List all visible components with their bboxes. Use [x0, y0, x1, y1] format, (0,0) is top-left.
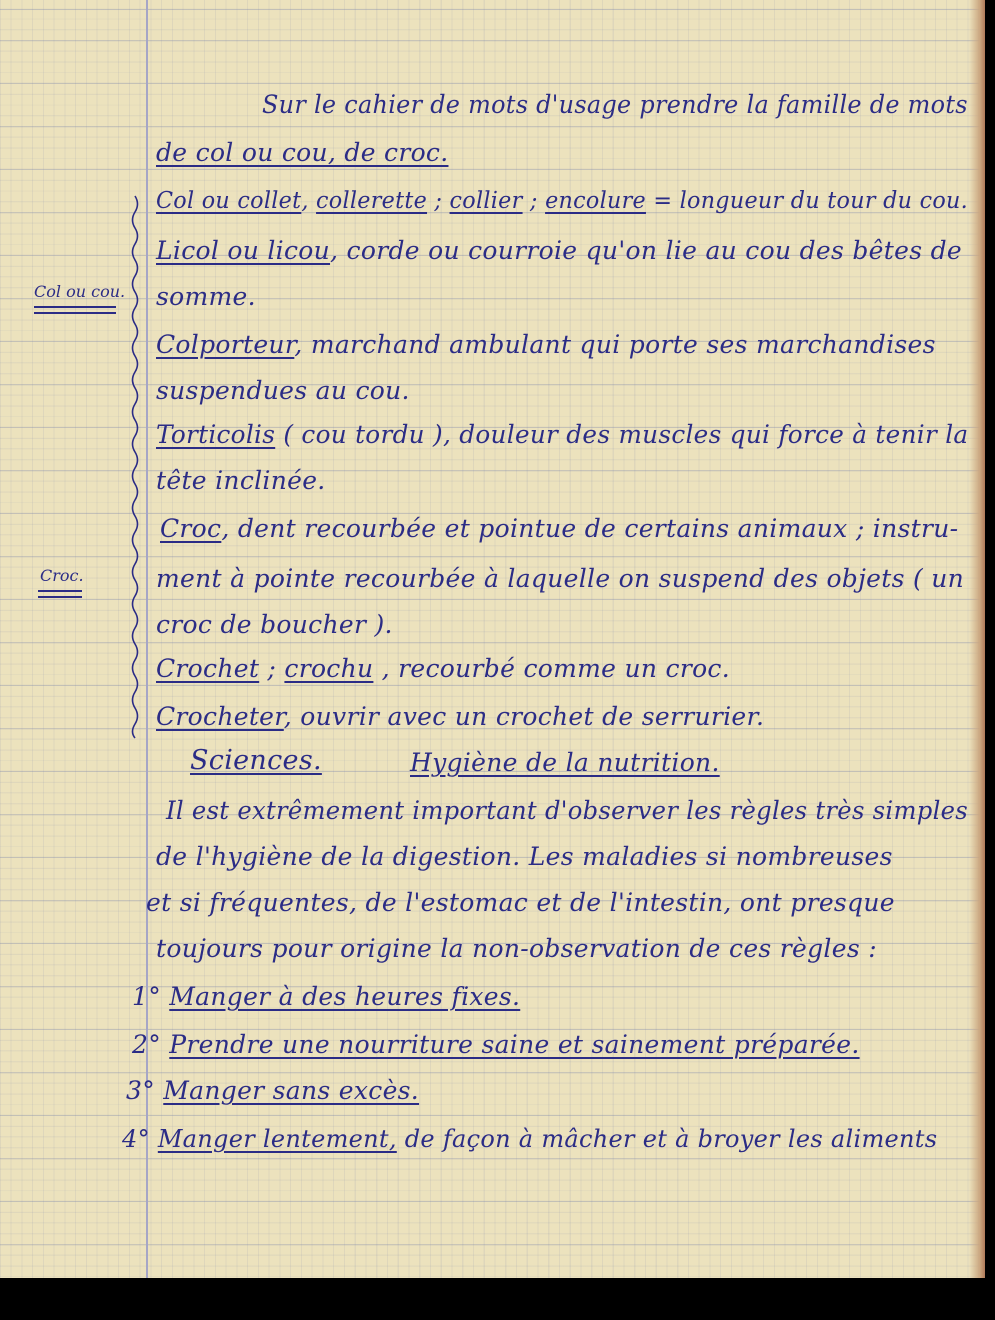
definition: croc de boucher ). [156, 610, 393, 639]
sciences-heading: Sciences. [190, 745, 322, 776]
paragraph-line-4: toujours pour origine la non-observation de ces règles : [156, 934, 877, 963]
term-licol: Licol ou licou [156, 236, 331, 265]
term-crocheter: Crocheter [156, 702, 284, 731]
definition: ment à pointe recourbée à laquelle on suspend des objets ( un [156, 564, 965, 593]
term-crochet: Crochet [156, 654, 260, 683]
entry-crocheter [156, 702, 764, 732]
term-col-collet: Col ou collet [156, 188, 302, 214]
rule-number: 3° [126, 1076, 156, 1105]
term-collerette: collerette [316, 188, 428, 214]
definition: suspendues au cou. [156, 376, 410, 405]
separator: ; [427, 188, 450, 214]
separator: , [301, 188, 317, 214]
paragraph-line-2: de l'hygiène de la digestion. Les maladies si nombreuses [156, 842, 893, 871]
entry-licol [156, 236, 962, 266]
definition: , dent recourbée et pointue de certains animaux ; instru- [221, 514, 959, 543]
rule-number: 1° [132, 982, 162, 1011]
rule-text: Manger sans excès. [163, 1076, 420, 1105]
term-colporteur: Colporteur [156, 330, 295, 359]
rule-number: 2° [132, 1030, 162, 1059]
margin-note-croc-rule [38, 590, 82, 592]
definition: , recourbé comme un croc. [373, 654, 730, 683]
definition: tête inclinée. [156, 466, 326, 495]
paragraph-line-1: Il est extrêmement important d'observer les règles très simples [166, 796, 969, 825]
scan-border [0, 1278, 995, 1320]
margin-brace [124, 192, 146, 742]
entry-colporteur-cont [156, 376, 410, 406]
rule-3 [126, 1076, 419, 1106]
entry-torticolis [156, 420, 968, 450]
term-collier: collier [449, 188, 523, 214]
margin-note-croc: Croc. [40, 566, 84, 585]
term-croc: Croc [160, 514, 222, 543]
rule-text: Manger lentement, [157, 1125, 397, 1153]
entry-torticolis-cont [156, 466, 326, 496]
separator: ; [259, 654, 285, 683]
entry-croc-cont-1 [156, 564, 964, 594]
rule-4 [122, 1124, 937, 1154]
margin-note-croc-rule-2 [38, 596, 82, 598]
term-torticolis: Torticolis [156, 420, 276, 449]
definition: = longueur du tour du cou. [645, 188, 969, 214]
rule-1 [132, 982, 520, 1012]
definition: ( cou tordu ), douleur des muscles qui force à tenir la [275, 420, 969, 449]
margin-note-col-rule [34, 306, 116, 308]
entry-colporteur [156, 330, 936, 360]
definition: somme. [156, 282, 256, 311]
margin-note-col: Col ou cou. [34, 282, 126, 301]
rule-number: 4° [122, 1125, 150, 1153]
entry-croc [160, 514, 958, 544]
rule-text: Prendre une nourriture saine et sainement préparée. [169, 1030, 860, 1059]
rule-2 [132, 1030, 860, 1060]
term-encolure: encolure [545, 188, 646, 214]
rule-text-cont: de façon à mâcher et à broyer les aliments [396, 1125, 938, 1153]
entry-crochet [156, 654, 730, 684]
definition: , ouvrir avec un crochet de serrurier. [283, 702, 765, 731]
term-crochu: crochu [284, 654, 374, 683]
definition: , marchand ambulant qui porte ses marchandises [294, 330, 936, 359]
intro-line-1: Sur le cahier de mots d'usage prendre la famille de mots [262, 90, 968, 119]
paragraph-line-3: et si fréquentes, de l'estomac et de l'intestin, ont presque [146, 888, 895, 917]
separator: ; [522, 188, 546, 214]
margin-note-col-rule-2 [34, 312, 116, 314]
entry-licol-cont [156, 282, 256, 312]
definition: , corde ou courroie qu'on lie au cou des bêtes de [330, 236, 962, 265]
intro-line-2: de col ou cou, de croc. [156, 138, 449, 167]
sciences-subheading: Hygiène de la nutrition. [410, 748, 720, 777]
rule-text: Manger à des heures fixes. [169, 982, 521, 1011]
page-edge [969, 0, 985, 1278]
entry-croc-cont-2 [156, 610, 393, 640]
entry-col-collet [156, 186, 968, 216]
